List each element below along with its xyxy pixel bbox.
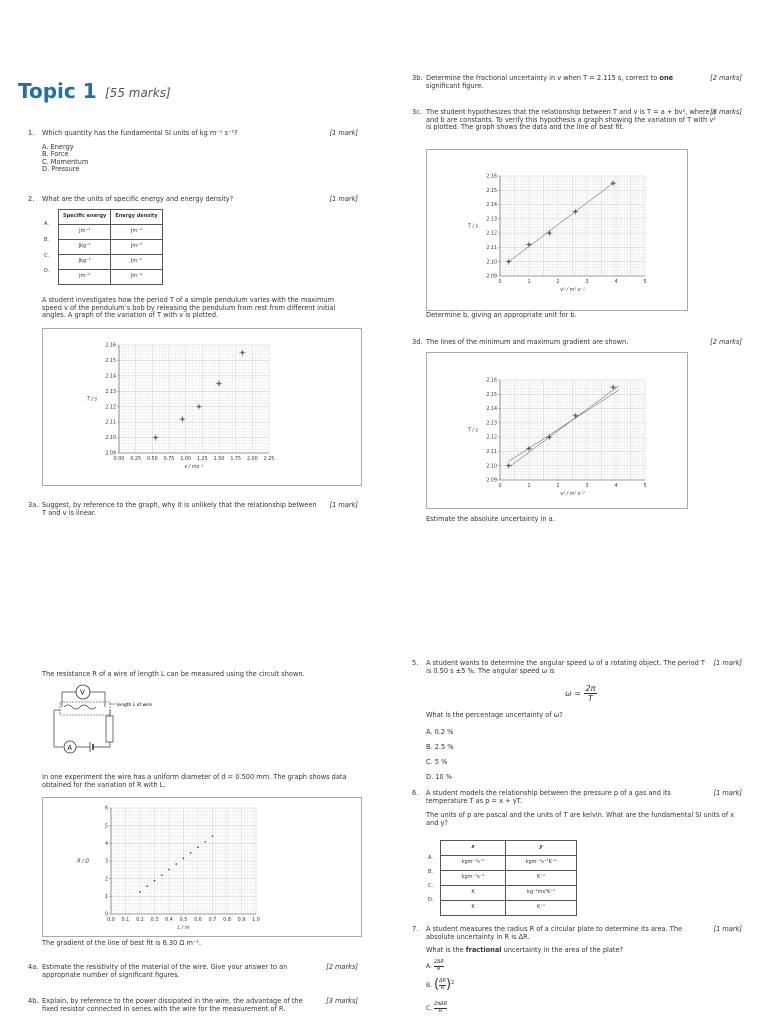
circuit-diagram — [50, 682, 180, 762]
x-tick-label: 0.0 — [107, 918, 115, 923]
x-tick-label: 2.00 — [246, 457, 258, 462]
chart-r-vs-l — [42, 797, 362, 937]
x-tick-label: 2 — [556, 280, 560, 285]
formula-denominator: T — [588, 694, 593, 704]
x-tick-label: 0.00 — [113, 457, 125, 462]
table-cell: Jkg⁻¹ — [59, 240, 111, 255]
y-tick-label: 2.13 — [105, 389, 116, 395]
fixed-resistor — [106, 716, 113, 742]
chart-t-vs-v — [42, 328, 362, 486]
row-label: A. — [44, 221, 49, 227]
option: C. Momentum — [42, 157, 89, 166]
table-cell: Jm⁻³ — [111, 225, 162, 240]
x-tick-label: 0.25 — [130, 457, 142, 462]
x-tick-label: 0.8 — [223, 918, 231, 923]
chart-r-vs-l-svg — [43, 798, 361, 936]
y-tick-label: 3 — [104, 859, 108, 865]
question-marks: [1 mark] — [329, 129, 358, 137]
y-tick-label: 5 — [104, 824, 108, 830]
table-cell: kgm⁻¹s⁻² — [441, 871, 506, 886]
question-number: 3d. — [412, 338, 423, 346]
option-a-formula: $\frac{2\Delta R}{R}$ — [433, 959, 444, 972]
question-text: Explain, by reference to the power dissipated in the wire, the advantage of the fixed resistor connected in series with the wire for the measurement of R. — [42, 997, 303, 1013]
table-row — [441, 856, 577, 871]
question-number: 4b. — [28, 997, 39, 1005]
x-tick-label: 2 — [556, 484, 560, 489]
data-point — [168, 869, 170, 871]
option-c — [426, 1002, 447, 1015]
row-label: A. — [428, 855, 433, 861]
ammeter-label: A — [67, 743, 72, 752]
data-point — [183, 858, 185, 860]
q4-gradient: The gradient of the line of best fit is 6.30 Ω m⁻¹. — [42, 939, 202, 947]
question-number: 7. — [412, 925, 419, 933]
question-2 — [28, 196, 358, 204]
data-point — [212, 835, 214, 837]
question-text: A student models the relationship between the pressure p of a gas and its temperature T as p = x + yT. — [426, 789, 671, 805]
data-point — [161, 874, 163, 876]
x-tick-label: 0.1 — [121, 918, 130, 923]
option: B. 2.5 % — [426, 743, 454, 751]
voltmeter-label: V — [80, 688, 85, 697]
data-point — [175, 863, 177, 865]
question-number: 3a. — [28, 501, 39, 509]
y-tick-label: 2.16 — [486, 378, 497, 384]
row-label: B. — [44, 237, 50, 243]
x-tick-label: 0.50 — [146, 457, 158, 462]
formula-numerator: 2π — [585, 684, 596, 693]
question-marks: [1 mark] — [713, 659, 742, 667]
question-text: A student wants to determine the angular speed ω of a rotating object. The period T is 0.50 s ±5 %. The angular speed ω is — [426, 659, 705, 675]
question-3d — [412, 339, 742, 347]
y-tick-label: 2.15 — [105, 359, 116, 365]
y-tick-label: 2.14 — [486, 407, 497, 413]
question-marks: [2 marks] — [710, 338, 742, 346]
y-axis-label: T / s — [467, 428, 478, 434]
question-number: 1. — [28, 129, 35, 137]
table-cell: K — [441, 901, 506, 916]
table-cell: kgm⁻¹s⁻² — [441, 856, 506, 871]
chart-gradients — [426, 352, 688, 509]
table-header: Energy density — [111, 210, 162, 225]
question-text: What is the — [426, 946, 464, 954]
question-emphasis: fractional — [465, 946, 502, 954]
x-tick-label: 1.00 — [180, 457, 192, 462]
x-tick-label: 3 — [585, 280, 589, 285]
page-title: Topic 1 — [18, 79, 97, 103]
q3d-follow-up: Estimate the absolute uncertainty in a. — [426, 515, 555, 523]
wire-box — [60, 702, 110, 715]
table-header: Specific energy — [59, 210, 111, 225]
table-cell: Jm⁻³ — [59, 270, 111, 285]
q4-mid: In one experiment the wire has a uniform diameter of d = 0.500 mm. The graph shows data obtained for the variation of R with L. — [42, 773, 347, 789]
question-marks: [1 mark] — [329, 195, 358, 203]
table-row — [441, 901, 577, 916]
question-number: 5. — [412, 659, 419, 667]
option-b: B. ( $\frac{\Delta R}{R}$ )$^2$ — [426, 977, 455, 992]
question-marks: [1 mark] — [713, 789, 742, 797]
option-label: A. — [426, 962, 432, 970]
q7-question — [426, 947, 623, 955]
table-header: x — [441, 841, 506, 856]
question-number: 2. — [28, 195, 35, 203]
y-tick-label: 2.09 — [486, 274, 497, 280]
row-label: D. — [44, 268, 50, 274]
y-tick-label: 2.09 — [486, 478, 497, 484]
y-tick-label: 2.11 — [105, 420, 116, 426]
x-tick-label: 0.5 — [179, 918, 188, 923]
q5-options — [426, 725, 454, 785]
option-label: B. — [426, 981, 433, 989]
y-tick-label: 2.10 — [105, 436, 116, 442]
question-emphasis: one — [659, 74, 674, 82]
question-6 — [412, 790, 742, 805]
y-tick-label: 4 — [104, 841, 108, 847]
table-cell: K — [441, 886, 506, 901]
option-a — [426, 960, 444, 973]
table-cell: kgm⁻¹s⁻²K⁻¹ — [506, 856, 577, 871]
question-4a — [28, 964, 358, 979]
x-tick-label: 5 — [643, 484, 647, 489]
table-row — [441, 886, 577, 901]
table-cell: K⁻¹ — [506, 901, 577, 916]
table-cell: Jm⁻¹ — [59, 225, 111, 240]
y-tick-label: 2.11 — [486, 246, 497, 252]
option-label: C. — [426, 1004, 433, 1012]
chart-gradients-svg — [427, 353, 687, 508]
question-number: 3b. — [412, 74, 423, 82]
table-row — [59, 270, 163, 285]
option: D. Pressure — [42, 165, 80, 174]
y-axis-label: T / s — [467, 224, 478, 230]
x-tick-label: 3 — [585, 484, 589, 489]
y-tick-label: 2.16 — [105, 343, 116, 349]
question-marks: [3 marks] — [326, 997, 358, 1005]
option-b-formula: $\frac{\Delta R}{R}$ — [439, 978, 446, 991]
y-tick-label: 2.12 — [105, 405, 116, 411]
wire-label: length L of wire — [117, 703, 152, 708]
question-number: 4a. — [28, 963, 39, 971]
data-point — [154, 880, 156, 882]
question-marks: [1 mark] — [713, 925, 742, 933]
x-axis-label: v / ms⁻¹ — [184, 465, 204, 470]
chart-t-vs-v2 — [426, 149, 688, 311]
question-text: A student measures the radius R of a circular plate to determine its area. The absolute uncertainty in R is ΔR. — [426, 925, 683, 941]
option: B. Force — [42, 150, 69, 159]
question-marks: [1 mark] — [329, 501, 358, 509]
x-tick-label: 0.3 — [150, 918, 159, 923]
y-tick-label: 2.15 — [486, 392, 497, 398]
table-cell: Jm⁻² — [111, 255, 162, 270]
y-tick-label: 2.15 — [486, 188, 497, 194]
x-tick-label: 4 — [614, 484, 618, 489]
formula-omega — [565, 684, 597, 703]
x-tick-label: 1 — [527, 484, 531, 489]
row-label: B. — [428, 869, 434, 875]
y-axis-label: T / s — [86, 397, 97, 403]
x-tick-label: 1 — [527, 280, 531, 285]
x-tick-label: 0.4 — [165, 918, 173, 923]
x-tick-label: 1.75 — [230, 457, 242, 462]
x-tick-label: 5 — [643, 280, 647, 285]
y-tick-label: 1 — [104, 894, 108, 900]
total-marks: [55 marks] — [105, 86, 171, 100]
x-tick-label: 0.7 — [208, 918, 217, 923]
y-tick-label: 2.14 — [105, 374, 116, 380]
x-tick-label: 2.25 — [263, 457, 275, 462]
y-tick-label: 2.13 — [486, 421, 497, 427]
question-text: The student hypothesizes that the relationship between T and v is T = a + bv², where a and b are constants. To verify this hypothesis a graph showing the variation of T with v² is plotted. The graph shows the data and the line of best fit. — [426, 108, 716, 132]
q5-question: What is the percentage uncertainty of ω? — [426, 711, 563, 719]
x-axis-label: L / m — [177, 926, 190, 931]
table-cell: kg⁻¹ms²K⁻¹ — [506, 886, 577, 901]
x-tick-label: 0.6 — [194, 918, 202, 923]
y-tick-label: 2 — [104, 877, 108, 883]
q3c-follow-up: Determine b, giving an appropriate unit for b. — [426, 311, 577, 319]
y-tick-label: 6 — [104, 806, 108, 812]
chart-t-vs-v2-svg — [427, 150, 687, 310]
chart-t-vs-v-svg — [43, 329, 361, 485]
table-row — [59, 255, 163, 270]
q3-intro: A student investigates how the period T of a simple pendulum varies with the maximum speed v of the pendulum’s bob by releasing the pendulum from rest from different initial angles. A graph of the variation of T with v is plotted. — [42, 296, 336, 320]
table-cell: K⁻¹ — [506, 871, 577, 886]
question-text: uncertainty in the area of the plate? — [503, 946, 624, 954]
y-tick-label: 2.13 — [486, 217, 497, 223]
question-text: Determine the fractional uncertainty in v when T = 2.115 s, correct to — [426, 74, 658, 82]
q4-intro: The resistance R of a wire of length L can be measured using the circuit shown. — [42, 670, 305, 678]
question-number: 3c. — [412, 108, 422, 116]
question-4b — [28, 998, 358, 1013]
x-tick-label: 0.75 — [163, 457, 175, 462]
units-table — [58, 209, 163, 285]
q6-text2: The units of p are pascal and the units of T are kelvin. What are the fundamental SI units of x and y? — [426, 811, 735, 827]
question-1 — [28, 130, 358, 174]
y-axis-label: R / Ω — [77, 859, 89, 865]
row-label: C. — [44, 253, 50, 259]
question-number: 6. — [412, 789, 419, 797]
x-tick-label: 1.25 — [196, 457, 208, 462]
question-7 — [412, 926, 742, 941]
question-3b — [412, 75, 742, 90]
question-3c — [412, 109, 742, 132]
y-tick-label: 2.16 — [486, 174, 497, 180]
y-tick-label: 2.12 — [486, 435, 497, 441]
question-text: Estimate the resistivity of the material of the wire. Give your answer to an appropriate number of significant figures. — [42, 963, 288, 979]
question-marks: [2 marks] — [326, 963, 358, 971]
row-label: C. — [428, 883, 434, 889]
question-text: Suggest, by reference to the graph, why it is unlikely that the relationship between T and v is linear. — [42, 501, 317, 517]
x-tick-label: 0 — [498, 484, 502, 489]
table-cell: Jm⁻³ — [111, 240, 162, 255]
row-label: D. — [428, 897, 434, 903]
data-point — [197, 846, 199, 848]
wire — [64, 705, 96, 709]
x-axis-label: v² / m² s⁻² — [560, 288, 585, 293]
table-header: y — [506, 841, 577, 856]
x-axis-label: v² / m² s⁻² — [560, 492, 585, 497]
formula-lhs: ω = — [565, 689, 581, 699]
y-tick-label: 2.10 — [486, 464, 497, 470]
option: A. 0.2 % — [426, 728, 454, 736]
table-row — [59, 240, 163, 255]
question-text: The lines of the minimum and maximum gradient are shown. — [426, 338, 629, 346]
x-tick-label: 0.2 — [136, 918, 144, 923]
question-text: significant figure. — [426, 81, 484, 90]
x-tick-label: 0 — [498, 280, 502, 285]
table-cell: Jkg⁻¹ — [59, 255, 111, 270]
y-tick-label: 2.10 — [486, 260, 497, 266]
table-row — [59, 225, 163, 240]
question-marks: [2 marks] — [710, 74, 742, 82]
y-tick-label: 0 — [104, 912, 108, 918]
option: A. Energy — [42, 142, 74, 151]
y-tick-label: 2.12 — [486, 231, 497, 237]
y-tick-label: 2.14 — [486, 203, 497, 209]
table-cell: Jm⁻³ — [111, 270, 162, 285]
question-marks: [3 marks] — [710, 108, 742, 116]
units-table-xy — [440, 840, 577, 916]
y-tick-label: 2.11 — [486, 450, 497, 456]
data-point — [204, 841, 206, 843]
y-tick-label: 2.09 — [105, 451, 116, 457]
question-5 — [412, 660, 742, 675]
option-c-formula: 2πΔR R — [434, 1001, 448, 1014]
data-point — [190, 852, 192, 854]
option: D. 10 % — [426, 773, 453, 781]
x-tick-label: 1.50 — [213, 457, 225, 462]
option: C. 5 % — [426, 758, 448, 766]
circuit-svg — [50, 682, 180, 762]
x-tick-label: 4 — [614, 280, 618, 285]
data-point — [139, 891, 141, 893]
data-point — [146, 885, 148, 887]
question-text: Which quantity has the fundamental SI units of kg m⁻¹ s⁻²? — [42, 129, 238, 137]
table-row — [441, 871, 577, 886]
x-tick-label: 1.0 — [252, 918, 260, 923]
question-3a — [28, 502, 358, 517]
x-tick-label: 0.9 — [237, 918, 246, 923]
question-text: What are the units of specific energy and energy density? — [42, 195, 234, 203]
